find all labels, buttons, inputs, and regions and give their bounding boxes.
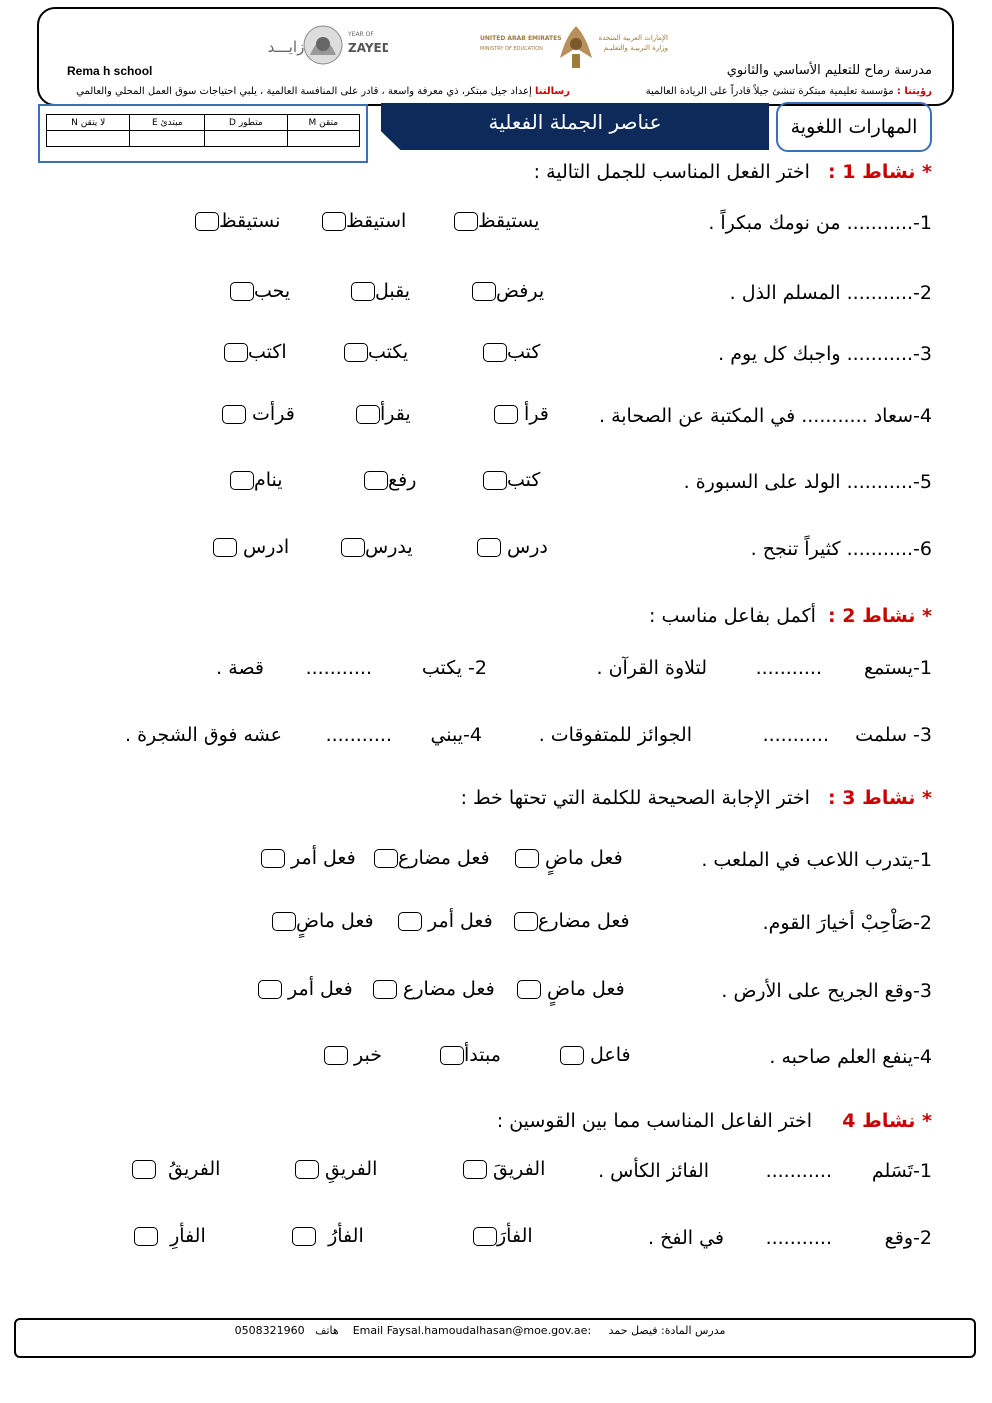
option[interactable]: الفريقُ [130,1158,220,1180]
checkbox[interactable] [261,849,285,868]
option[interactable]: فعل أمر [256,978,353,1000]
checkbox[interactable] [213,538,237,557]
checkbox[interactable] [224,343,248,362]
zayed-en-text: ZAYED [348,41,388,55]
option[interactable]: يقرأ [354,403,411,425]
uae-ar-line1: الإمارات العربية المتحدة [598,34,668,42]
teacher-email: Email Faysal.hamoudalhasan@moe.gov.ae: [352,1324,592,1337]
question: 4-ينفع العلم صاحبه . [769,1046,932,1068]
activity2-row1-d: 2- يكتب [421,657,487,679]
checkbox[interactable] [440,1046,464,1065]
option[interactable]: يقبل [349,280,410,302]
question: 2-........... المسلم الذل . [729,282,932,304]
activity2-row2-blank1[interactable]: ........... [762,724,829,746]
activity3-label: * نشاط 3 : [828,787,932,809]
vision-label: رؤيتنا : [896,86,932,97]
rating-table [46,114,360,147]
rating-m: M متقن [287,115,360,131]
rating-e-cell[interactable] [130,131,205,147]
school-name-en: Rema h school [67,64,153,78]
activity2-instruction: أكمل بفاعل مناسب : [649,605,816,627]
activity2-row1-blank2[interactable]: ........... [305,657,372,679]
rating-n: N لا يتقن [47,115,130,131]
checkbox[interactable] [295,1160,319,1179]
option[interactable]: فعل ماضٍ [513,847,623,869]
question-blank[interactable]: ........... [765,1160,832,1182]
option[interactable]: الفأرِ [132,1225,206,1247]
checkbox[interactable] [195,212,219,231]
vision-text: مؤسسة تعليمية مبتكرة تنشئ جيلاً قادراً على الريادة العالمية [645,86,894,97]
checkbox[interactable] [230,282,254,301]
option[interactable]: فعل أمر [259,847,356,869]
question: 2-صَاْحِبْ أخيارَ القوم. [762,912,932,934]
option[interactable]: الفريقِ [293,1158,377,1180]
activity3-instruction: اختر الإجابة الصحيحة للكلمة التي تحتها خط : [460,787,810,809]
activity4-heading [497,1110,932,1132]
skills-box: المهارات اللغوية [776,102,932,152]
rating-box [38,104,368,163]
checkbox[interactable] [483,471,507,490]
activity1-instruction: اختر الفعل المناسب للجمل التالية : [533,161,810,183]
zayed-ar-text: زايـــد [267,38,305,56]
checkbox[interactable] [477,538,501,557]
activity4-label: * نشاط 4 [842,1110,932,1132]
checkbox[interactable] [272,912,296,931]
checkbox[interactable] [324,1046,348,1065]
school-name-ar: مدرسة رماح للتعليم الأساسي والثانوي [726,63,932,78]
activity2-row1-c: لتلاوة القرآن . [596,657,707,679]
checkbox[interactable] [292,1227,316,1246]
option[interactable]: قرأت [220,403,295,425]
option[interactable]: فاعل [558,1044,631,1066]
option[interactable]: رفع [362,469,416,491]
question-end: في الفخ . [648,1227,724,1249]
checkbox[interactable] [494,405,518,424]
uae-ar-line2: وزارة التربيـة والتعليـم [603,44,668,52]
checkbox[interactable] [322,212,346,231]
option[interactable]: فعل أمر [396,910,493,932]
activity1-heading [534,161,932,183]
checkbox[interactable] [351,282,375,301]
checkbox[interactable] [517,980,541,999]
rating-m-cell[interactable] [287,131,360,147]
phone-label: هاتف [315,1324,339,1337]
checkbox[interactable] [222,405,246,424]
activity2-heading [649,605,932,627]
checkbox[interactable] [473,1227,497,1246]
option[interactable]: الفأرَ [471,1225,533,1247]
checkbox[interactable] [472,282,496,301]
question-blank[interactable]: ........... [765,1227,832,1249]
worksheet-title: عناصر الجملة الفعلية [488,110,662,134]
question: 3-وقع الجريح على الأرض . [721,980,932,1002]
activity2-label: * نشاط 2 : [828,605,932,627]
option[interactable]: الفأرُ [290,1225,364,1247]
activity2-row2-c: الجوائز للمتفوقات . [538,724,692,746]
question: 5-........... الولد على السبورة . [683,471,932,493]
activity2-row2-d: 4-يبني [430,724,482,746]
checkbox[interactable] [514,912,538,931]
checkbox[interactable] [134,1227,158,1246]
checkbox[interactable] [483,343,507,362]
option[interactable]: كتب [481,341,540,363]
checkbox[interactable] [398,912,422,931]
option[interactable]: فعل ماضٍ [270,910,374,932]
year-of-zayed-logo [258,20,388,70]
checkbox[interactable] [344,343,368,362]
mission-text: إعداد جيل مبتكر، ذي معرفة واسعة ، قادر على المنافسة العالمية ، يلبي احتياجات سوق العمل المحلي والعالمي [76,86,532,97]
question-start: 1-تَسَلم [871,1160,932,1182]
option[interactable]: فعل مضارع [371,978,495,1000]
option[interactable]: يدرس [339,536,413,558]
vision-statement [646,86,932,97]
rating-d: D متطور [205,115,287,131]
activity3-heading [461,787,932,809]
option[interactable]: يكتب [342,341,408,363]
option[interactable]: يستيقظ [452,210,539,232]
option[interactable]: خبر [322,1044,382,1066]
activity2-row2-f: عشه فوق الشجرة . [125,724,282,746]
ministry-of-education-logo [478,18,673,76]
mission-label: رسالتنا [534,86,570,97]
question: 6-........... كثيراً تنجح . [750,538,932,560]
activity2-row1-f: قصة . [216,657,264,679]
option[interactable]: الفريقَ [461,1158,545,1180]
activity2-row2-blank2[interactable]: ........... [325,724,392,746]
option[interactable]: فعل مضارع [372,847,490,869]
footer-contact [200,1324,760,1337]
checkbox[interactable] [258,980,282,999]
rating-n-cell[interactable] [47,131,130,147]
option[interactable]: نستيقظ [193,210,280,232]
question: 1-يتدرب اللاعب في الملعب . [701,849,932,871]
uae-en-line2: MINISTRY OF EDUCATION [480,46,543,52]
checkbox[interactable] [341,538,365,557]
question-start: 2-وقع [884,1227,932,1249]
option[interactable]: مبتدأ [438,1044,501,1066]
teacher-name: مدرس المادة: فيصل حمد [608,1324,726,1337]
checkbox[interactable] [454,212,478,231]
option[interactable]: ينام [228,469,283,491]
checkbox[interactable] [560,1046,584,1065]
activity2-row1-blank1[interactable]: ........... [755,657,822,679]
uae-en-line1: UNITED ARAB EMIRATES [480,35,562,42]
checkbox[interactable] [132,1160,156,1179]
option[interactable]: استيقظ [320,210,406,232]
checkbox[interactable] [374,849,398,868]
question: 4-سعاد ........... في المكتبة عن الصحابة . [599,405,932,427]
teacher-phone: 0508321960 [234,1324,305,1337]
checkbox[interactable] [230,471,254,490]
option[interactable]: قرأ [492,403,549,425]
activity2-row1-a: 1-يستمع [863,657,932,679]
activity2-row2-a: 3- سلمت [855,724,932,746]
rating-e: E مبتدئ [130,115,205,131]
question: 3-........... واجبك كل يوم . [718,343,932,365]
option[interactable]: كتب [481,469,540,491]
checkbox[interactable] [463,1160,487,1179]
mission-statement [70,86,570,97]
checkbox[interactable] [373,980,397,999]
option[interactable]: ادرس [211,536,289,558]
checkbox[interactable] [515,849,539,868]
zayed-year-text: YEAR OF [348,31,374,38]
option[interactable]: اكتب [222,341,287,363]
activity4-instruction: اختر الفاعل المناسب مما بين القوسين : [496,1110,813,1132]
rating-d-cell[interactable] [205,131,287,147]
option[interactable]: فعل مضارع [512,910,630,932]
option[interactable]: يرفض [470,280,544,302]
checkbox[interactable] [364,471,388,490]
question: 1-........... من نومك مبكراً . [708,212,932,234]
checkbox[interactable] [356,405,380,424]
option[interactable]: درس [475,536,548,558]
option[interactable]: يحب [228,280,290,302]
activity1-label: * نشاط 1 : [828,161,932,183]
option[interactable]: فعل ماضٍ [515,978,625,1000]
question-end: الفائز الكأس . [598,1160,709,1182]
